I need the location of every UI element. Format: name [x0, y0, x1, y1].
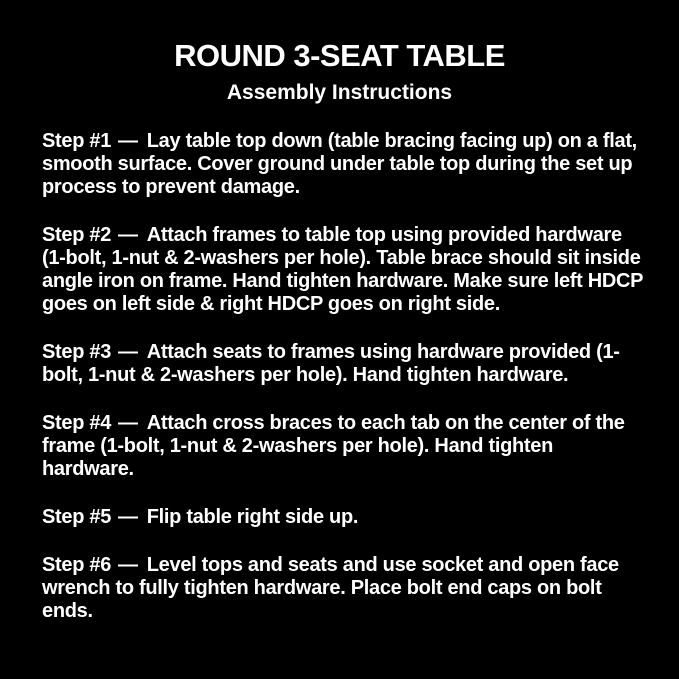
- step-4-dash: —: [118, 411, 138, 434]
- step-2-text: Attach frames to table top using provided hardware (1-bolt, 1-nut & 2-washers per hole). Table brace should sit inside angle iron on frame. Hand tighten hardware. Make sure left HDCP goes on left side & right HDCP goes on right side.: [42, 223, 643, 315]
- page-subtitle: Assembly Instructions: [226, 80, 453, 104]
- step-3: [42, 341, 647, 387]
- step-1-label: Step #1: [42, 129, 112, 152]
- step-1-dash: —: [118, 129, 138, 152]
- step-6-label: Step #6: [42, 553, 112, 576]
- step-4-text: Attach cross braces to each tab on the center of the frame (1-bolt, 1-nut & 2-washers per hole). Hand tighten hardware.: [42, 411, 625, 480]
- step-1: [42, 130, 647, 199]
- step-5: [42, 506, 647, 529]
- step-5-label: Step #5: [42, 505, 112, 528]
- step-4-label: Step #4: [42, 411, 112, 434]
- step-3-label: Step #3: [42, 340, 112, 363]
- step-1-text: Lay table top down (table bracing facing up) on a flat, smooth surface. Cover ground under table top during the set up process to prevent damage.: [42, 129, 637, 198]
- step-3-text: Attach seats to frames using hardware provided (1-bolt, 1-nut & 2-washers per hole). Hand tighten hardware.: [42, 340, 620, 386]
- step-2-label: Step #2: [42, 223, 112, 246]
- step-6-dash: —: [118, 553, 138, 576]
- page-title: ROUND 3-SEAT TABLE: [174, 38, 505, 73]
- step-5-text: Flip table right side up.: [146, 505, 359, 528]
- steps-list: [0, 106, 679, 623]
- step-6-text: Level tops and seats and use socket and open face wrench to fully tighten hardware. Place bolt end caps on bolt ends.: [42, 553, 619, 622]
- step-2-dash: —: [118, 223, 138, 246]
- header: [0, 0, 679, 106]
- step-2: [42, 224, 647, 316]
- step-3-dash: —: [118, 340, 138, 363]
- step-5-dash: —: [118, 505, 138, 528]
- step-6: [42, 554, 647, 623]
- step-4: [42, 412, 647, 481]
